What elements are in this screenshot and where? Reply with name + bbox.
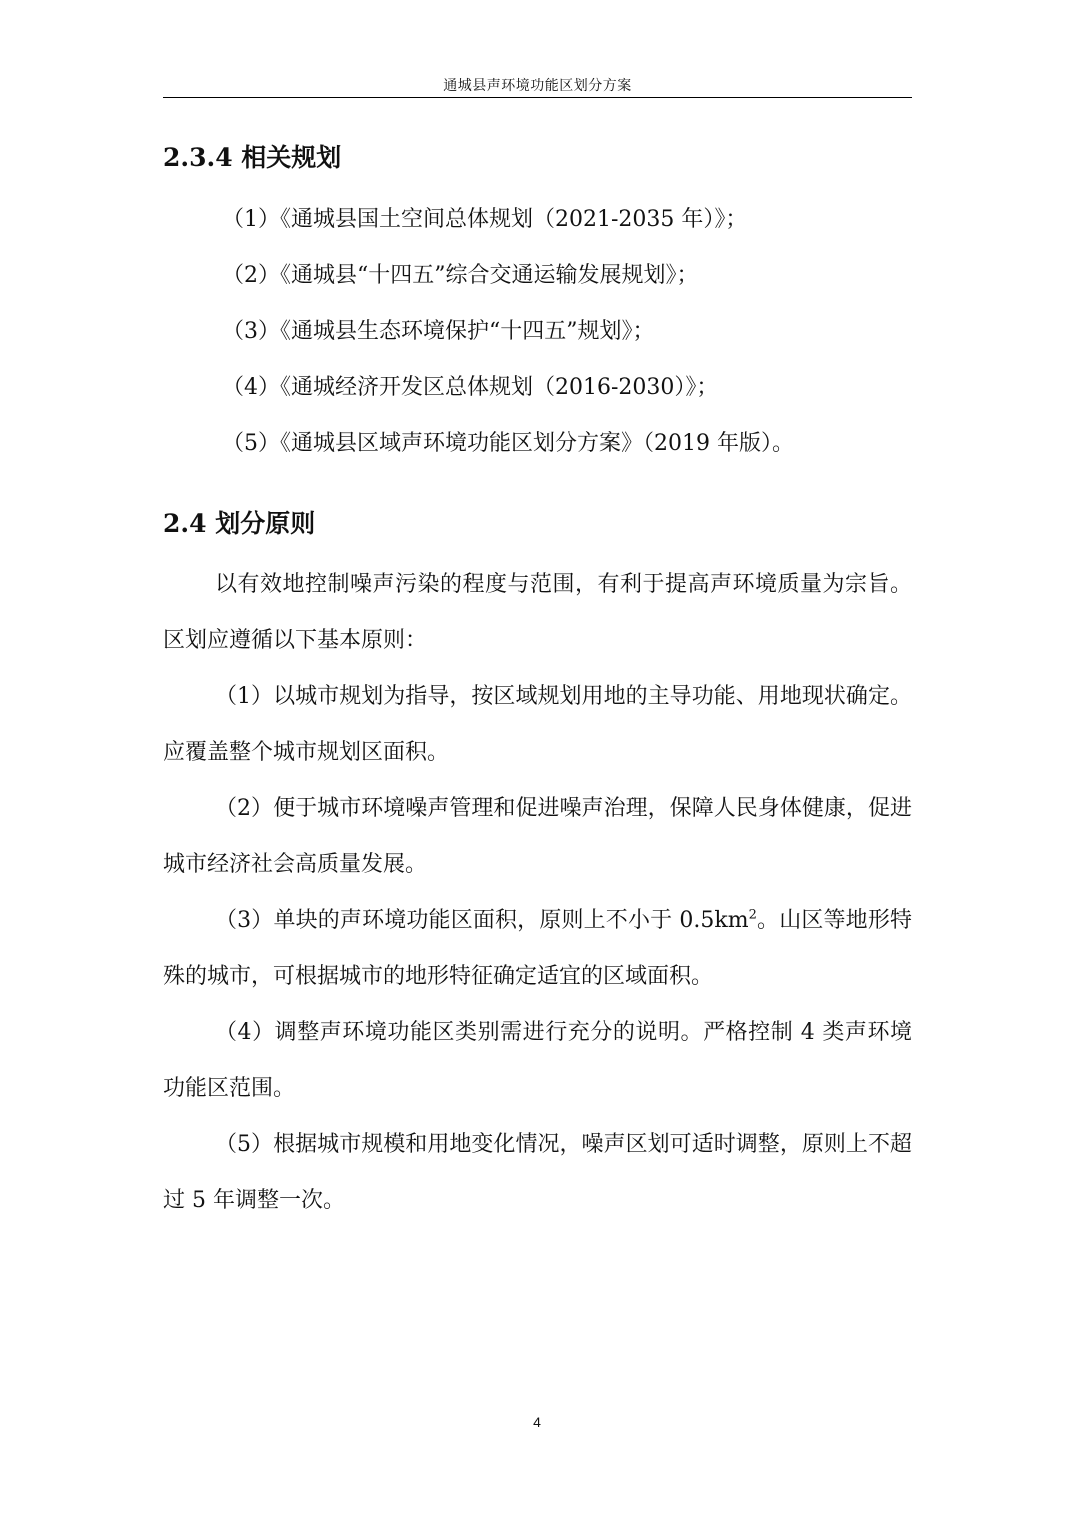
plan-list-item: （2）《通城县“十四五”综合交通运输发展规划》；	[222, 263, 699, 288]
principle-paragraph: （2）便于城市环境噪声管理和促进噪声治理，保障人民身体健康，促进城市经济社会高质量发展。	[163, 796, 912, 877]
principle-paragraph: （5）根据城市规模和用地变化情况，噪声区划可适时调整，原则上不超过 5 年调整一次。	[163, 1132, 912, 1213]
plan-list-item: （5）《通城县区域声环境功能区划分方案》（2019 年版）。	[222, 431, 794, 456]
plan-list-item: （1）《通城县国土空间总体规划（2021-2035 年）》；	[222, 207, 748, 232]
principle-text-after-unit: 。山区等地形特殊的城市，可根据城市的地形特征确定适宜的区域面积。	[163, 908, 912, 989]
header-rule	[163, 97, 912, 98]
section-heading-2-4: 2.4 划分原则	[163, 509, 316, 538]
principle-paragraph	[163, 893, 912, 1005]
plan-list-item: （3）《通城县生态环境保护“十四五”规划》；	[222, 319, 655, 344]
plan-list-item: （4）《通城经济开发区总体规划（2016-2030）》；	[222, 375, 719, 400]
unit-superscript: 2	[748, 907, 757, 923]
principle-text-before-unit: （3）单块的声环境功能区面积，原则上不小于 0.5km	[215, 908, 749, 933]
principle-paragraph: （4）调整声环境功能区类别需进行充分的说明。严格控制 4 类声环境功能区范围。	[163, 1020, 912, 1101]
page-number: 4	[533, 1414, 541, 1430]
section-heading-2-3-4: 2.3.4 相关规划	[163, 143, 342, 172]
principle-paragraph: （1）以城市规划为指导，按区域规划用地的主导功能、用地现状确定。应覆盖整个城市规划区面积。	[163, 684, 912, 765]
running-header: 通城县声环境功能区划分方案	[443, 78, 632, 94]
intro-paragraph: 以有效地控制噪声污染的程度与范围，有利于提高声环境质量为宗旨。区划应遵循以下基本原则：	[163, 572, 912, 653]
